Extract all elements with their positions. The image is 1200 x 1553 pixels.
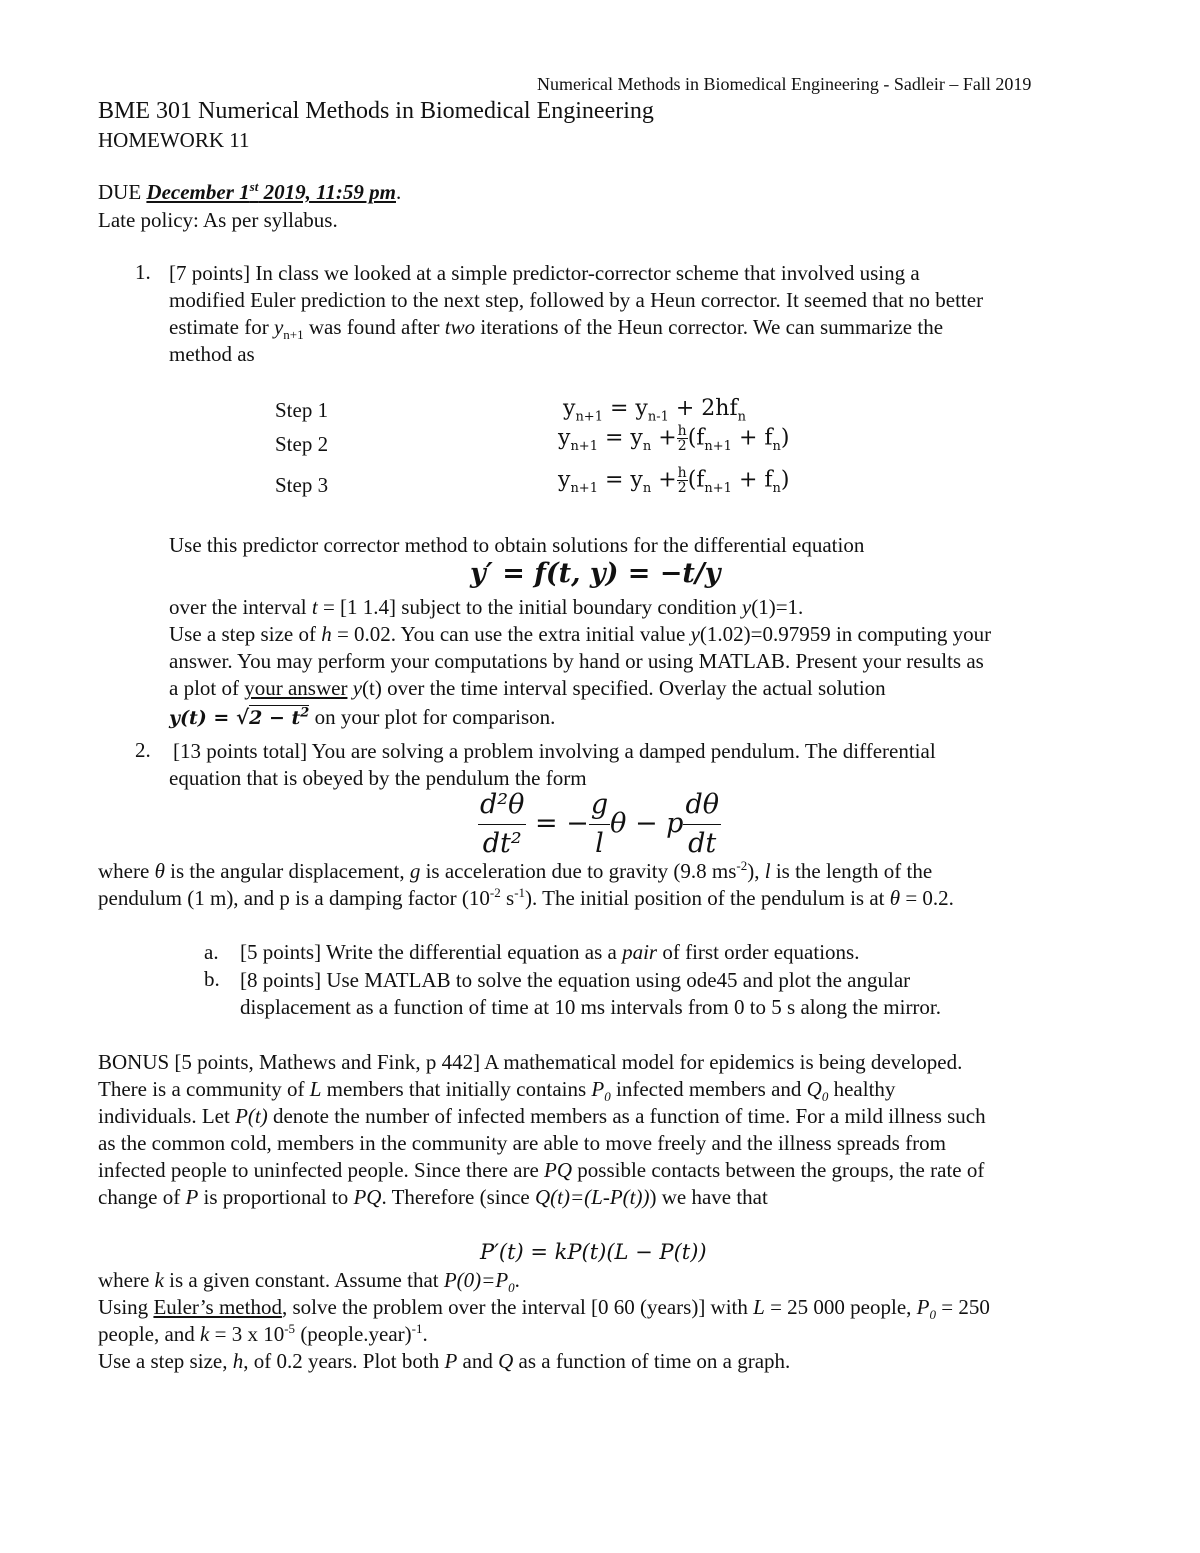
due-label: DUE (98, 180, 142, 204)
step-1-label: Step 1 (275, 398, 329, 422)
q1-ode: y′ = f(t, y) = −t/y (470, 558, 721, 589)
q2-pendulum-equation: $\frac{\text{d²θ}}{\text{dt²}}$ = − $\frac{g}{l}$ θ − p $\frac{d\theta}{dt}$ (478, 786, 721, 863)
q1-use-line: Use this predictor corrector method to obtain solutions for the differential equation (169, 533, 865, 557)
q1-paragraph: [7 points] In class we looked at a simple predictor-corrector scheme that involved using a modified Euler prediction to the next step, followed by a Heun corrector. It seemed that no better estimate for $y_{n+1}$ was found after two iterations of the Heun corrector. We can summarize the method as (169, 261, 984, 366)
homework-title: HOMEWORK 11 (98, 128, 250, 152)
due-date: December 1st 2019, 11:59 pm (146, 179, 396, 204)
step-3-equation: $y_{n+1} = y_n$ + $\frac{h}{2}$ $(f_{n+1} + f_n)$ (558, 465, 790, 496)
q2b-label: b. (204, 967, 220, 991)
course-title: BME 301 Numerical Methods in Biomedical Engineering (98, 98, 654, 124)
bonus-paragraph: BONUS [5 points, Mathews and Fink, p 442] A mathematical model for epidemics is being developed. There is a community of L members that initially contains $P_0$ infected members and $Q_0$ healthy individuals. Let P(t) denote the number of infected members as a function of time. For a mild illness such as the common cold, members in the community are able to move freely and the illness spreads from infected people to uninfected people. Since there are PQ possible contacts between the groups, the rate of change of P is proportional to PQ. Therefore (since Q(t)=(L-P(t))) we have that (98, 1050, 986, 1209)
step-2-label: Step 2 (275, 432, 329, 456)
late-policy: Late policy: As per syllabus. (98, 208, 338, 232)
bonus-paragraph-2: where k is a given constant. Assume that $P(0)=P_0$. Using Euler’s method, solve the problem over the interval [0 60 (years)] with L = 25 000 people, $P_0 = 250$ people, and k = 3 x $10^{-5}$ (people.year)$^{-1}$. Use a step size, h, of 0.2 years. Plot both P and Q as a function of time on a graph. (98, 1268, 990, 1373)
q2b-text: [8 points] Use MATLAB to solve the equation using ode45 and plot the angular displacement as a function of time at 10 ms intervals from 0 to 5 s along the mirror. (240, 968, 942, 1019)
q1-number: 1. (135, 260, 151, 284)
running-head: Numerical Methods in Biomedical Engineering - Sadleir – Fall 2019 (537, 74, 1032, 94)
q1-paragraph-2: over the interval t = [1 1.4] subject to the initial boundary condition y(1)=1. Use a step size of h = 0.02. You can use the extra initial value y(1.02)=0.97959 in computing your answer. You may perform your computations by hand or using MATLAB. Present your results as a plot of your answer y(t) over the time interval specified. Overlay the actual solution $y(t) = √2 - t^2$ on your plot for comparison. (169, 595, 992, 729)
bonus-ode: P′(t) = kP(t)(L − P(t)) (480, 1240, 707, 1264)
due-line: DUE December 1st 2019, 11:59 pm. (98, 179, 402, 204)
step-1-equation: $y_{n+1} = y_{n-1} + 2hf_n$ (563, 396, 746, 425)
step-3-label: Step 3 (275, 473, 329, 497)
q2a-text: [5 points] Write the differential equation as a pair of first order equations. (240, 940, 860, 964)
q2a-label: a. (204, 940, 219, 964)
q2-where-paragraph: where θ is the angular displacement, g is acceleration due to gravity (9.8 $ms^{-2}$), l is the length of the pendulum (1 m), and p is a damping factor ($10^{-2}$ $s^{-1}$). The initial position of the pendulum is at θ = 0.2. (98, 858, 954, 910)
step-2-equation: $y_{n+1} = y_n$ + $\frac{h}{2}$ $(f_{n+1} + f_n)$ (558, 423, 790, 454)
q2-number: 2. (135, 738, 151, 762)
q2-paragraph: [13 points total] You are solving a problem involving a damped pendulum. The differential equation that is obeyed by the pendulum the form (169, 739, 936, 790)
